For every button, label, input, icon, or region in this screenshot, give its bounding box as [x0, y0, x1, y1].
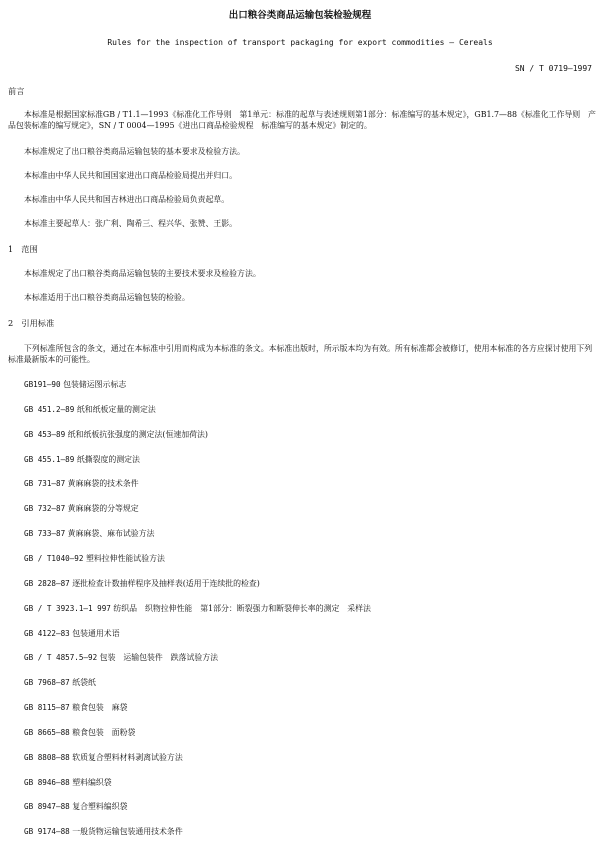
standard-code: GB / T 3923.1—1 997: [24, 603, 111, 613]
referenced-standard-item: [24, 677, 96, 689]
standard-code: GB 455.1—89: [24, 454, 75, 464]
referenced-standard-item: [24, 752, 183, 764]
standard-title: 包装储运图示标志: [63, 380, 127, 389]
standard-code: GB 8946—88: [24, 777, 70, 787]
standard-title: 逐批检查计数抽样程序及抽样表(适用于连续批的检查): [72, 578, 260, 588]
standard-code: GB 451.2—89: [24, 404, 75, 414]
standard-code: GB 9174—88: [24, 827, 70, 837]
standard-code: GB 8947—88: [24, 802, 70, 812]
standard-code: GB 4122—83: [24, 628, 70, 638]
standard-title: 塑料编织袋: [72, 777, 112, 787]
referenced-standard-item: [24, 503, 139, 515]
foreword-paragraph-1: 本标准是根据国家标准GB / T1.1—1993《标准化工作导则 第1单元：标准的起草与表述规则第1部分：标准编写的基本规定》，GB1.7—88《标准化工作导则 产品包装标准的编写规定》，SN / T 0004—1995《进出口商品检验规程 标准编写的基本规定》制定的。: [8, 110, 596, 130]
standard-code: GB / T1040—92: [24, 553, 84, 563]
standard-number: SN / T 0719—1997: [514, 64, 592, 73]
standard-code: GB 732—87: [24, 504, 66, 514]
standard-code: GB 7968—87: [24, 678, 70, 688]
section-1-paragraph-1: 本标准规定了出口粮谷类商品运输包装的主要技术要求及检验方法。: [24, 269, 261, 278]
referenced-standard-item: [24, 478, 139, 490]
referenced-standard-item: [24, 404, 156, 416]
standard-code: GB 453—89: [24, 429, 66, 439]
standard-code: GB 731—87: [24, 479, 66, 489]
standard-title: 纸袋纸: [72, 678, 96, 688]
foreword-paragraph-4: 本标准由中华人民共和国吉林进出口商品检验局负责起草。: [24, 195, 230, 204]
referenced-standard-item: [24, 727, 135, 739]
standard-title: 纸和纸板抗张强度的测定法(恒速加荷法): [67, 429, 208, 439]
standard-code: GB191—90: [24, 380, 61, 389]
section-2-intro: 下列标准所包含的条文，通过在本标准中引用而构成为本标准的条文。本标准出版时，所示版本均为有效。所有标准都会被修订，使用本标准的各方应探讨使用下列标准最新版本的可能性。: [8, 344, 593, 364]
standard-title: 纺织品 织物拉伸性能 第1部分：断裂强力和断裂伸长率的测定 采样法: [113, 603, 371, 613]
referenced-standard-item: [24, 553, 165, 565]
referenced-standard-item: [24, 379, 126, 391]
document-title-english: Rules for the inspection of transport packaging for export commodities — Cereals: [107, 38, 493, 47]
standard-title: 粮食包装 麻袋: [72, 703, 128, 713]
standard-title: 包装通用术语: [72, 628, 120, 638]
foreword-paragraph-5: 本标准主要起草人：张广利、陶希三、程兴华、张赞、王影。: [24, 219, 238, 228]
standard-title: 黄麻麻袋的技术条件: [67, 479, 139, 489]
standard-code: GB 733—87: [24, 529, 66, 539]
standard-title: 粮食包装 面粉袋: [72, 727, 136, 737]
section-1-paragraph-2: 本标准适用于出口粮谷类商品运输包装的检验。: [24, 293, 190, 302]
referenced-standard-item: [24, 652, 218, 664]
referenced-standard-item: [24, 801, 127, 813]
referenced-standard-item: [24, 777, 112, 789]
section-2-heading: 2 引用标准: [8, 318, 55, 328]
referenced-standard-item: [24, 702, 127, 714]
section-1-heading: 1 范围: [8, 244, 38, 254]
standard-code: GB 2828—87: [24, 578, 70, 588]
standard-title: 软质复合塑料材料剥离试验方法: [72, 752, 183, 762]
standard-title: 纸撕裂度的测定法: [76, 454, 140, 464]
referenced-standard-item: [24, 603, 371, 615]
referenced-standard-item: [24, 429, 208, 441]
standard-code: GB / T 4857.5—92: [24, 653, 98, 663]
standard-title: 黄麻麻袋的分等规定: [67, 504, 139, 514]
standard-title: 复合塑料编织袋: [72, 802, 128, 812]
referenced-standard-item: [24, 578, 260, 590]
standard-code: GB 8665—88: [24, 727, 70, 737]
standard-title: 黄麻麻袋、麻布试验方法: [67, 529, 155, 539]
referenced-standard-item: [24, 528, 154, 540]
referenced-standard-item: [24, 628, 120, 640]
standard-code: GB 8808—88: [24, 752, 70, 762]
foreword-paragraph-2: 本标准规定了出口粮谷类商品运输包装的基本要求及检验方法。: [24, 147, 245, 156]
referenced-standard-item: [24, 826, 183, 838]
foreword-paragraph-3: 本标准由中华人民共和国国家进出口商品检验局提出并归口。: [24, 171, 238, 180]
standard-title: 包装 运输包装件 跌落试验方法: [99, 653, 219, 663]
standard-title: 一般货物运输包装通用技术条件: [72, 827, 183, 837]
standard-code: GB 8115—87: [24, 703, 70, 713]
foreword-heading: 前言: [8, 86, 25, 96]
standard-title: 塑料拉伸性能试验方法: [85, 553, 165, 563]
document-title: 出口粮谷类商品运输包装检验规程: [228, 10, 372, 21]
referenced-standard-item: [24, 454, 140, 466]
standard-title: 纸和纸板定量的测定法: [76, 404, 156, 414]
